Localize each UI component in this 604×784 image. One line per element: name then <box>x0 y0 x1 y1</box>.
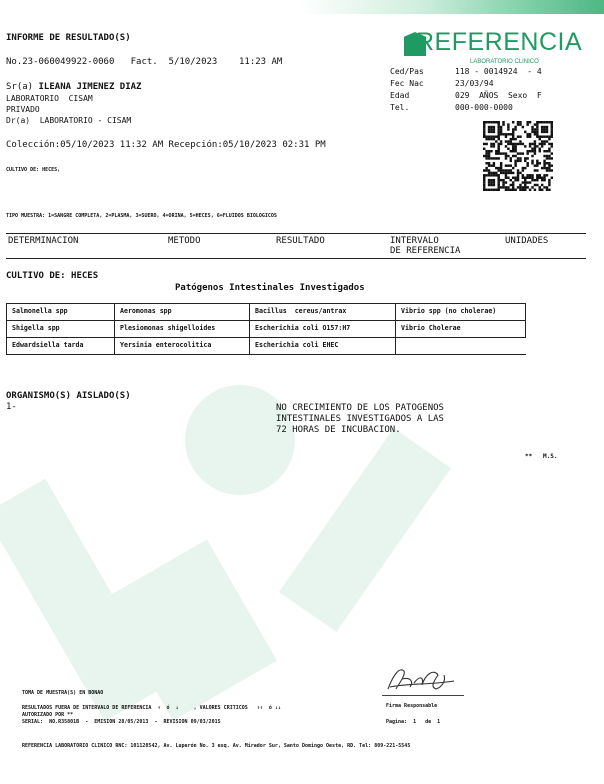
pathogen-cell: Aeromonas spp <box>120 307 172 315</box>
grid-rule <box>525 304 526 320</box>
culture-note: CULTIVO DE: HECES, <box>6 167 61 173</box>
grid-rule <box>6 321 7 337</box>
pathogen-row <box>6 338 526 355</box>
grid-rule <box>114 304 115 320</box>
pathogen-row <box>6 321 526 338</box>
lab-address: REFERENCIA LABORATORIO CLINICO RNC: 101128542, Av. Luperón No. 3 esq. Av. Mirador Sur, Santo Domingo Oeste, RD. Tel: 809-221-5545 <box>22 743 411 749</box>
organisms-result-line-3: 72 HORAS DE INCUBACION. <box>276 425 401 435</box>
logo-subtitle: LABORATORIO CLINICO <box>470 59 539 65</box>
age-label: Edad <box>390 91 410 100</box>
grid-rule <box>249 321 250 337</box>
culture-subtitle: Patógenos Intestinales Investigados <box>175 283 365 293</box>
pathogen-cell: Escherichia coli EHEC <box>255 341 339 349</box>
pathogen-cell: Bacillus cereus/antrax <box>255 307 347 315</box>
grid-rule <box>6 338 7 354</box>
grid-rule <box>114 338 115 354</box>
column-header-top-rule <box>6 233 586 234</box>
pathogen-row <box>6 303 526 321</box>
patient-prefix: Sr(a) <box>6 82 39 92</box>
grid-rule <box>395 304 396 320</box>
doctor-name: Dr(a) LABORATORIO - CISAM <box>6 116 132 125</box>
signature-label: Firma Responsable <box>386 703 438 709</box>
pathogen-cell: Escherichia coli O157:H7 <box>255 324 351 332</box>
logo-brand: REFERENCIA <box>416 28 583 56</box>
report-title: INFORME DE RESULTADO(S) <box>6 33 131 43</box>
collection-line: Colección:05/10/2023 11:32 AM Recepción:05/10/2023 02:31 PM <box>6 140 326 150</box>
organisms-item: 1- <box>6 402 17 412</box>
qr-code-icon <box>483 121 553 191</box>
serial-line: SERIAL: NO.R35801B - EMISION 28/05/2013 - REVISION 09/03/2015 <box>22 719 221 725</box>
grid-rule <box>395 338 396 354</box>
pathogen-grid <box>6 303 526 355</box>
col-unidades: UNIDADES <box>505 236 549 246</box>
col-intervalo-1: INTERVALO <box>390 236 439 246</box>
dob-label: Fec Nac <box>390 79 424 88</box>
col-resultado: RESULTADO <box>276 236 325 246</box>
organisms-result-line-1: NO CRECIMIENTO DE LOS PATOGENOS <box>276 403 444 413</box>
patient-line <box>6 82 141 92</box>
culture-title: CULTIVO DE: HECES <box>6 271 99 281</box>
dob-value: 23/03/94 <box>455 79 494 88</box>
reference-legend: RESULTADOS FUERA DE INTERVALO DE REFERENCIA ↑ ó ↓ , VALORES CRITICOS ↑↑ ó ↓↓ <box>22 705 281 711</box>
sample-location-note: TOMA DE MUESTRA(S) EN BONAO <box>22 690 104 696</box>
signature-icon <box>380 663 460 695</box>
grid-rule <box>395 321 396 337</box>
tel-label: Tel. <box>390 103 410 112</box>
account-type: PRIVADO <box>6 105 40 114</box>
age-value: 029 AÑOS Sexo F <box>455 91 542 100</box>
sample-types-legend: TIPO MUESTRA: 1=SANGRE COMPLETA, 2=PLASMA, 3=SUERO, 4=ORINA, 5=HECES, 6=FLUIDOS BIOLOGICOS <box>6 213 277 219</box>
grid-rule <box>525 321 526 337</box>
pathogen-cell: Plesiomonas shigelloides <box>120 324 216 332</box>
grid-rule <box>114 321 115 337</box>
order-line: No.23-060049922-0060 Fact. 5/10/2023 11:23 AM <box>6 57 283 67</box>
pathogen-cell: Vibrio Cholerae <box>401 324 461 332</box>
col-determinacion: DETERMINACION <box>8 236 79 246</box>
page-number: Pagina: 1 de 1 <box>386 719 441 725</box>
organisms-result-line-2: INTESTINALES INVESTIGADOS A LAS <box>276 414 444 424</box>
pathogen-cell: Yersinia enterocolitica <box>120 341 212 349</box>
patient-name: ILEANA JIMENEZ DIAZ <box>38 82 142 92</box>
grid-rule <box>249 304 250 320</box>
grid-rule <box>6 304 7 320</box>
signature-rule <box>382 695 464 696</box>
column-header-bottom-rule <box>6 258 586 259</box>
lab-name: LABORATORIO CISAM <box>6 94 93 103</box>
organisms-title: ORGANISMO(S) AISLADO(S) <box>6 391 131 401</box>
tel-value: 000-000-0000 <box>455 103 513 112</box>
col-intervalo-2: DE REFERENCIA <box>390 246 461 256</box>
pathogen-cell: Edwardsiella tarda <box>12 341 84 349</box>
pathogen-cell: Shigella spp <box>12 324 60 332</box>
authorized-by: AUTORIZADO POR ** <box>22 712 74 718</box>
pathogen-cell: Vibrio spp (no cholerae) <box>401 307 497 315</box>
validator-initials: ** M.S. <box>525 453 558 460</box>
ced-value: 118 - 0014924 - 4 <box>455 67 542 76</box>
pathogen-cell: Salmonella spp <box>12 307 68 315</box>
header-decoration-band <box>300 0 604 14</box>
col-metodo: METODO <box>168 236 201 246</box>
grid-rule <box>249 338 250 354</box>
ced-label: Ced/Pas <box>390 67 424 76</box>
